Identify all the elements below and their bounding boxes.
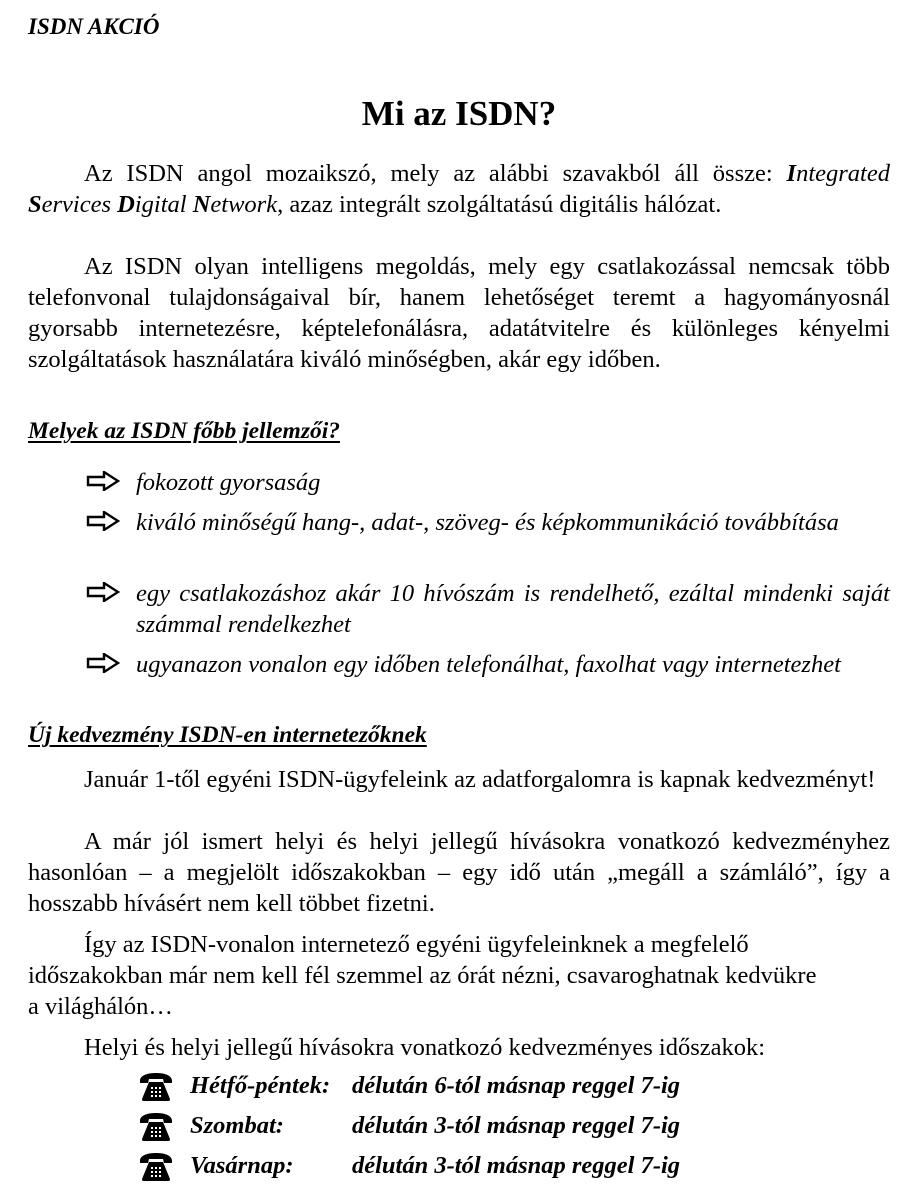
intro-text-end: , azaz integrált szolgáltatású digitális hálózat. [277, 191, 722, 218]
acronym-expansion: Integrated Services Digital Network [28, 160, 890, 218]
schedule-intro: Helyi és helyi jellegű hívásokra vonatkozó kedvezményes időszakok: [84, 1034, 766, 1061]
right-arrow-outline-icon [86, 653, 120, 673]
telephone-icon [138, 1112, 174, 1142]
discount-paragraph-1: Január 1-től egyéni ISDN-ügyfeleink az adatforgalomra is kapnak kedvezményt! [84, 766, 876, 793]
intro-paragraph-1 [28, 158, 890, 220]
intro-text-start: Az ISDN angol mozaikszó, mely az alábbi szavakból áll össze: [84, 160, 773, 187]
right-arrow-outline-icon [86, 511, 120, 531]
schedule-time: délután 3-tól másnap reggel 7-ig [352, 1152, 681, 1179]
right-arrow-outline-icon [86, 471, 120, 491]
discount-heading: Új kedvezmény ISDN-en internetezőknek [28, 722, 427, 748]
discount-paragraph-3: Így az ISDN-vonalon internetező egyéni ügyfeleinknek a megfelelő időszakokban már nem kell fél szemmel az órát nézni, csavaroghatnak kedvükre a világhálón… [28, 931, 817, 1020]
document-header: ISDN AKCIÓ [28, 14, 160, 39]
features-heading: Melyek az ISDN főbb jellemzői? [28, 418, 340, 444]
telephone-icon [138, 1072, 174, 1102]
intro-paragraph-2: Az ISDN olyan intelligens megoldás, mely egy csatlakozással nemcsak több telefonvonal tulajdonságaival bír, hanem lehetőséget teremt a hagyományosnál gyorsabb internetezésre, képtelefonálásra, adatátvitelre és különleges kényelmi szolgáltatások használatára kiváló minőségben, akár egy időben. [28, 253, 890, 373]
discount-paragraph-2: A már jól ismert helyi és helyi jellegű hívásokra vonatkozó kedvezményhez hasonlóan – a megjelölt időszakokban – egy idő után „megáll a számláló”, így a hosszabb hívásért nem kell többet fizetni. [28, 828, 890, 917]
schedule-day: Vasárnap: [190, 1152, 294, 1179]
schedule-time: délután 3-tól másnap reggel 7-ig [352, 1112, 681, 1139]
schedule-day: Hétfő-péntek: [190, 1072, 331, 1099]
schedule-day: Szombat: [190, 1112, 284, 1139]
page-title: Mi az ISDN? [361, 94, 557, 133]
schedule-time: délután 6-tól másnap reggel 7-ig [352, 1072, 681, 1099]
telephone-icon [138, 1152, 174, 1182]
right-arrow-outline-icon [86, 582, 120, 602]
